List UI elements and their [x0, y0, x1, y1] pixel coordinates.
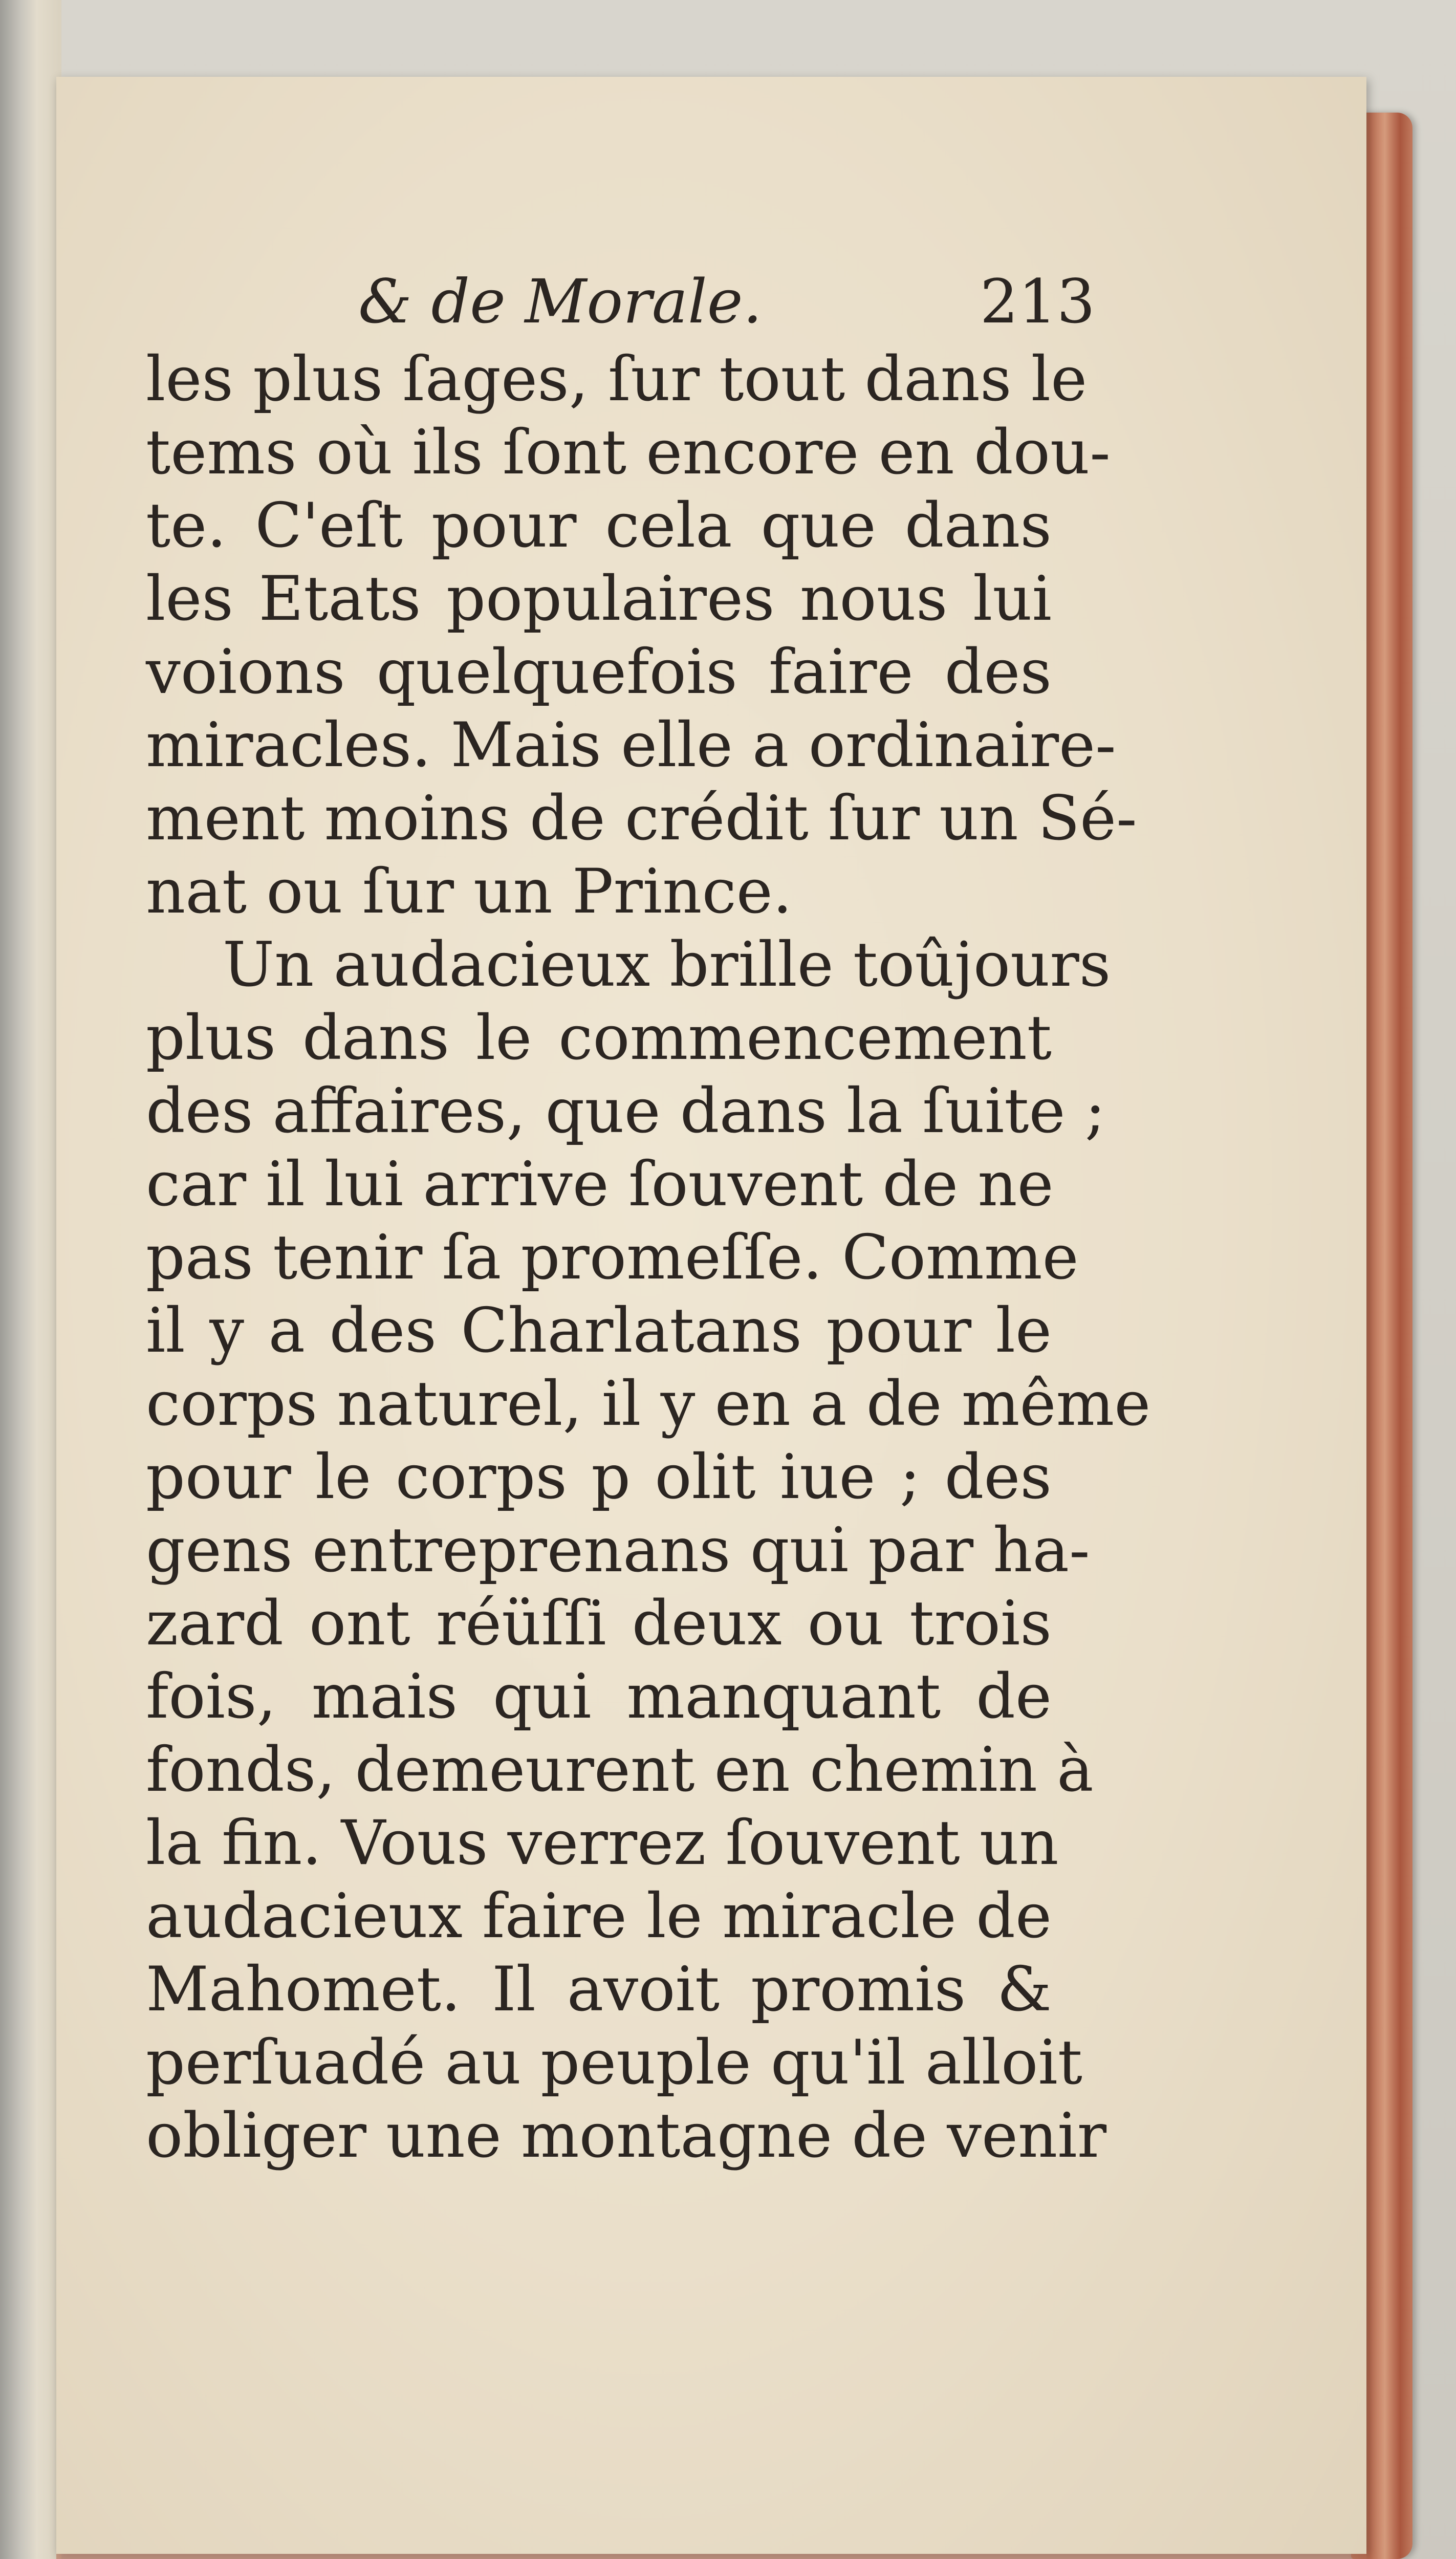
text-line: voions quelquefois faire des [146, 637, 1052, 708]
body-text [146, 343, 1151, 2173]
text-line: fonds, demeurent en chemin à [146, 1734, 1094, 1806]
running-head-title: & de Morale. [358, 266, 763, 337]
text-line: ment moins de crédit ſur un Sé- [146, 783, 1137, 854]
text-line: obliger une montagne de venir [146, 2100, 1107, 2172]
text-line: te. C'eſt pour cela que dans [146, 490, 1052, 561]
text-line: les plus ſages, ſur tout dans le [146, 344, 1088, 415]
text-line: miracles. Mais elle a ordinaire- [146, 710, 1116, 781]
page-number: 213 [980, 266, 1095, 337]
text-line: la fin. Vous verrez ſouvent un [146, 1808, 1059, 1879]
text-line: audacieux faire le miracle de [146, 1881, 1052, 1952]
text-line: des affaires, que dans la ſuite ; [146, 1076, 1106, 1147]
text-line: corps naturel, il y en a de même [146, 1369, 1151, 1440]
text-line: il y a des Charlatans pour le [146, 1295, 1052, 1367]
text-line: pas tenir ſa promeſſe. Comme [146, 1222, 1079, 1293]
text-line: Un audacieux brille toûjours [223, 929, 1111, 1001]
page-bottom-edge [56, 2554, 1366, 2559]
text-line: nat ou ſur un Prince. [146, 856, 792, 927]
text-line: Mahomet. Il avoit promis & [146, 1954, 1052, 2025]
text-line: zard ont réüſſi deux ou trois [146, 1588, 1052, 1659]
text-line: pour le corps p olit iue ; des [146, 1442, 1052, 1513]
text-line: gens entreprenans qui par ha- [146, 1515, 1090, 1586]
text-line: les Etats populaires nous lui [146, 563, 1052, 635]
text-line: plus dans le commencement [146, 1003, 1052, 1074]
running-head [358, 266, 1095, 348]
text-line: perſuadé au peuple qu'il alloit [146, 2027, 1082, 2098]
text-line: fois, mais qui manquant de [146, 1661, 1052, 1732]
adjacent-page-edge [0, 0, 61, 2559]
text-line: car il lui arrive ſouvent de ne [146, 1149, 1054, 1220]
text-line: tems où ils ſont encore en dou- [146, 417, 1111, 488]
